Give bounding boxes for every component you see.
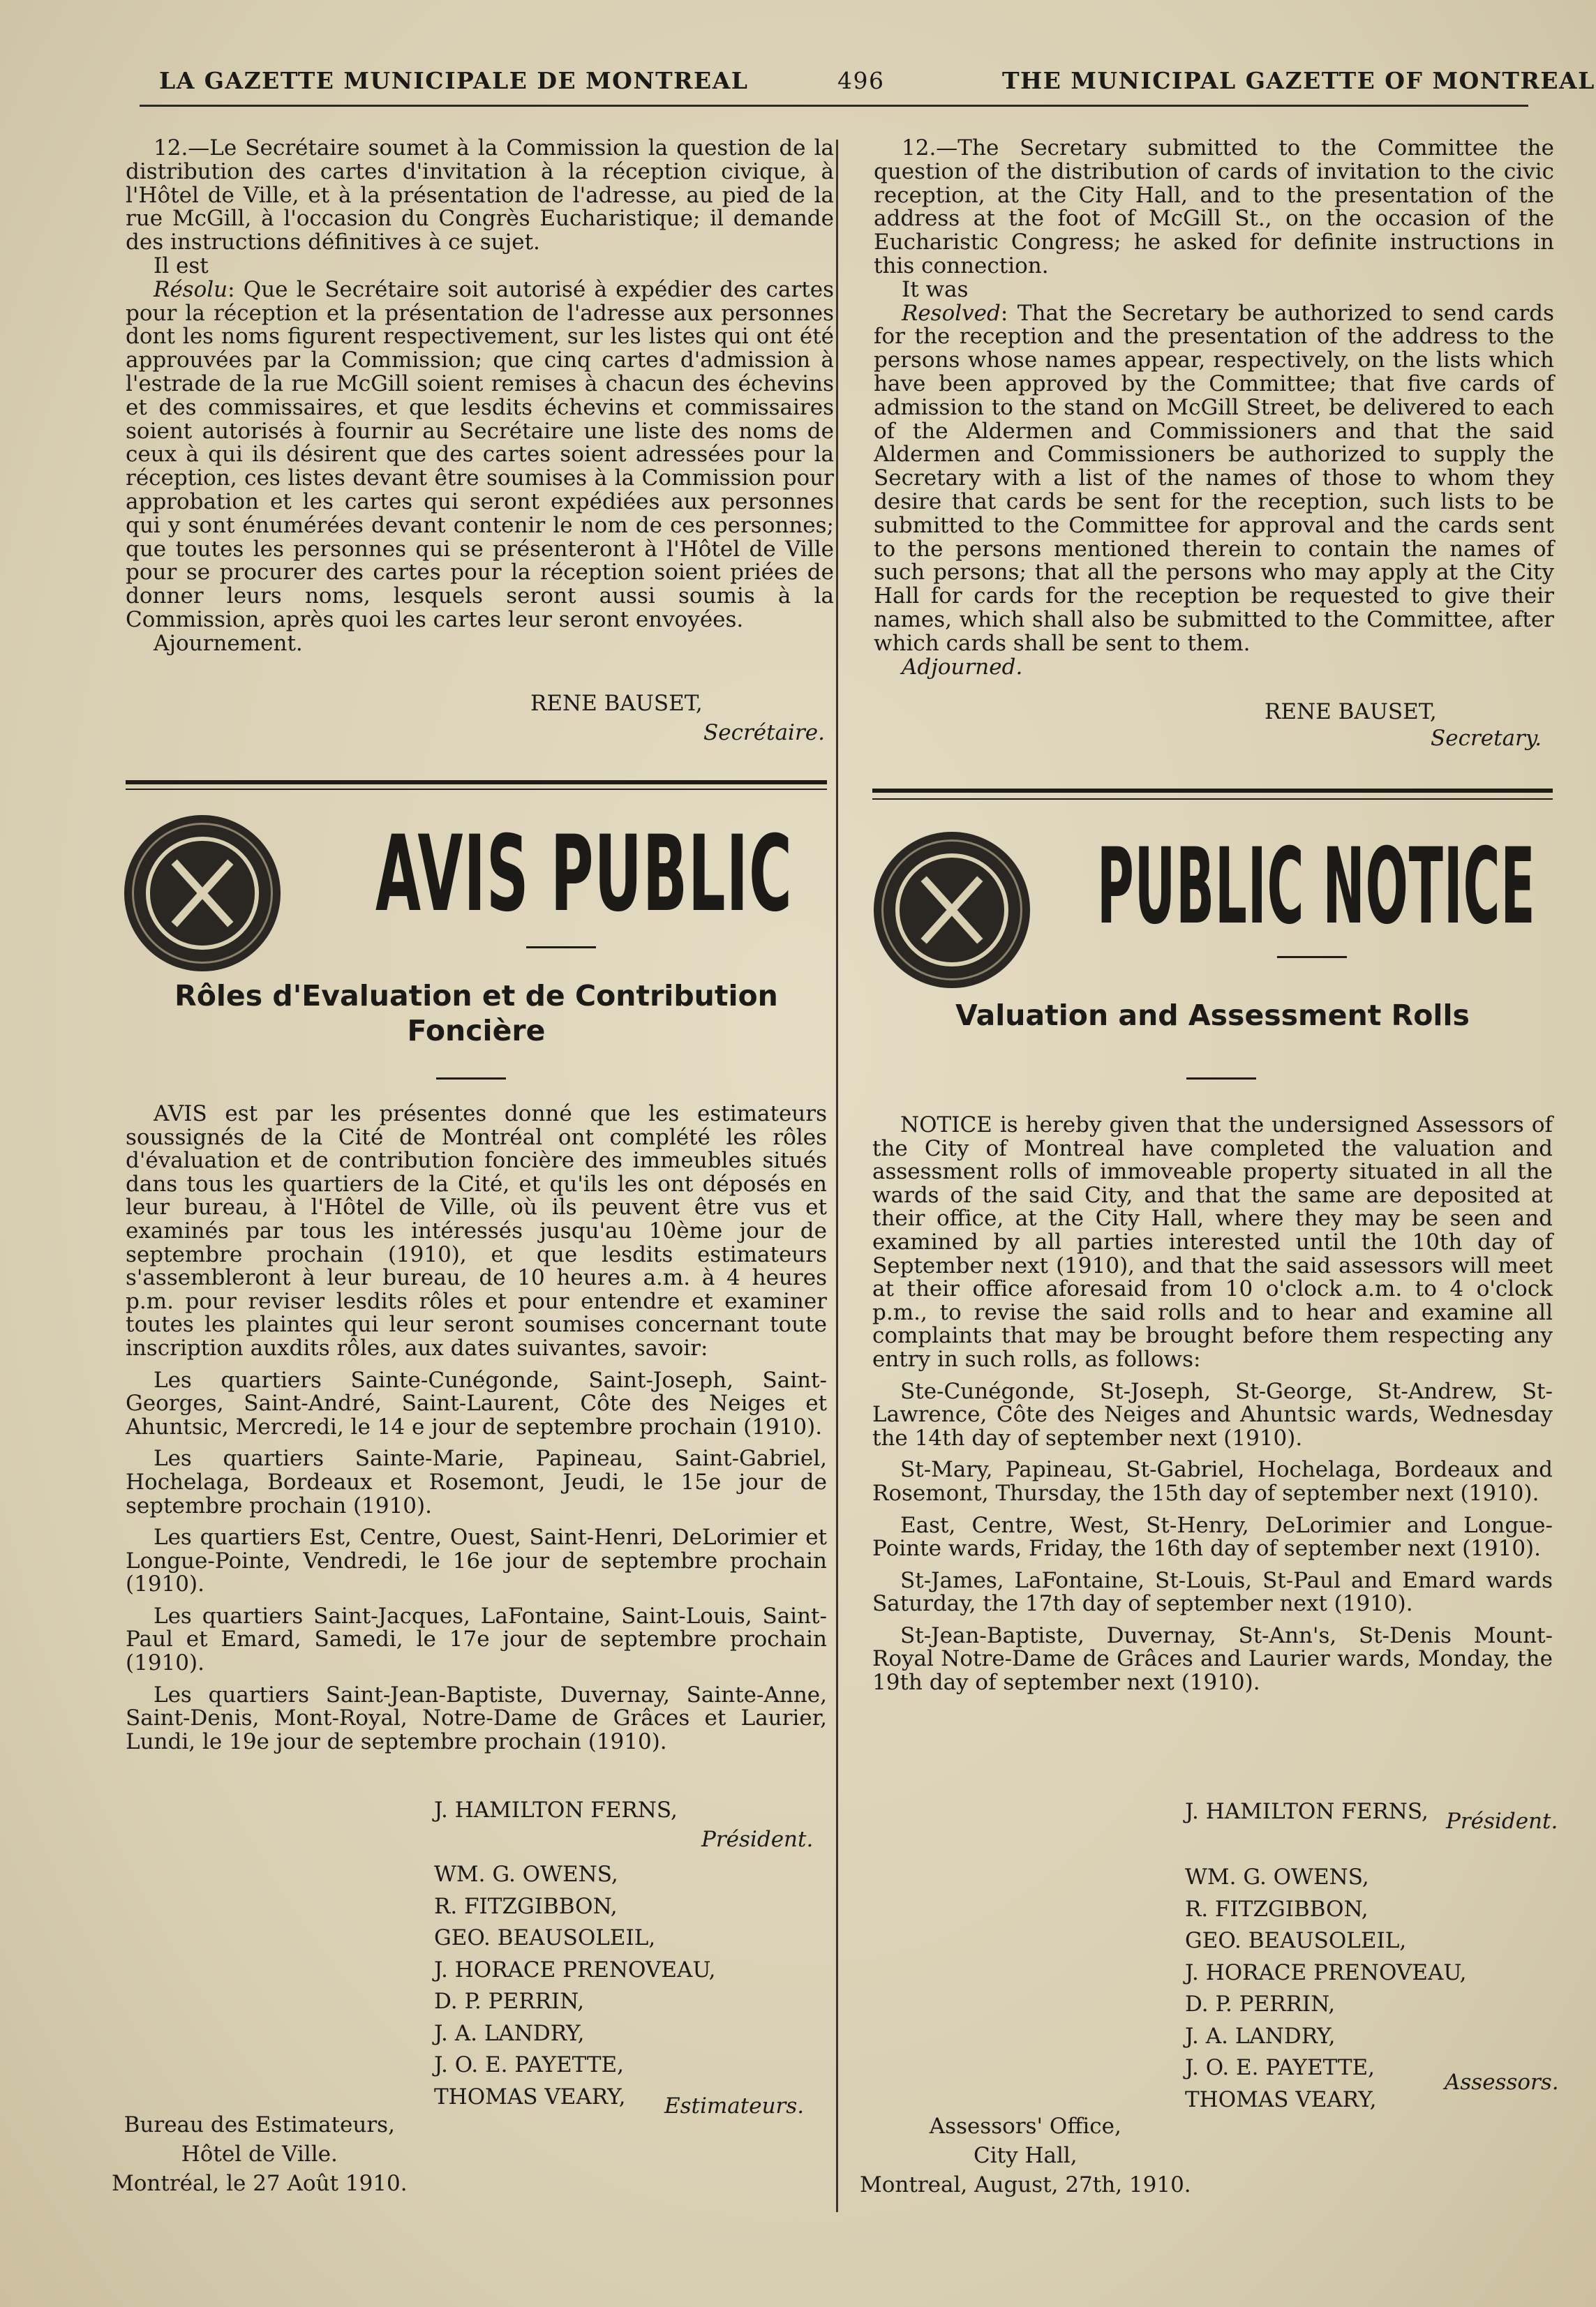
fr-assessor-name: R. FITZGIBBON, xyxy=(434,1893,618,1919)
fr-notice-title: AVIS PUBLIC xyxy=(375,814,793,935)
page-number: 496 xyxy=(837,67,885,94)
en-title-rule xyxy=(1277,956,1347,958)
en-assessor-name: D. P. PERRIN, xyxy=(1185,1992,1336,2017)
header-left-title: LA GAZETTE MUNICIPALE DE MONTREAL xyxy=(159,67,749,94)
fr-assessor-name: J. HORACE PRENOVEAU, xyxy=(434,1957,716,1983)
en-assessor-name: J. HORACE PRENOVEAU, xyxy=(1185,1959,1467,1985)
fr-assessor-name: D. P. PERRIN, xyxy=(434,1989,585,2014)
fr-assessors-title: Estimateurs. xyxy=(664,2093,805,2119)
en-assessor-name: J. A. LANDRY, xyxy=(1185,2023,1336,2049)
fr-resolu-label: Résolu xyxy=(154,276,228,302)
fr-notice-intro: AVIS est par les présentes donné que les estimateurs soussignés de la Cité de Montréal ont complété les rôles d'évaluation et de contribution foncière des immeubles situés dans tous les quartiers de la Cité, et qu'ils les ont déposés en leur bureau, à l'Hôtel de Ville, où ils peuvent être vus et examinés par tous les intéressés jusqu'au 10ème jour de septembre prochain (1910), et que lesdits estimateurs s'assembleront à leur bureau, de 10 heures a.m. à 4 heures p.m. pour reviser lesdits rôles et pour entendre et examiner toutes les plaintes qui leur seront soumises concernant toute inscription auxdits rôles, aux dates suivantes, savoir: xyxy=(126,1101,827,1361)
fr-minutes-resolution xyxy=(126,278,834,632)
en-section-rule-thick xyxy=(872,789,1553,793)
fr-assessor-list xyxy=(434,1859,715,2113)
fr-office-line: Montréal, le 27 Août 1910. xyxy=(112,2171,408,2196)
en-assessor-name: J. O. E. PAYETTE, xyxy=(1185,2055,1375,2080)
fr-minutes-signer: RENE BAUSET, xyxy=(530,691,703,716)
fr-president-name: J. HAMILTON FERNS, xyxy=(434,1798,678,1823)
en-minutes-resolution xyxy=(874,302,1554,656)
fr-president-title: Président. xyxy=(701,1827,814,1852)
en-subtitle-rule xyxy=(1186,1077,1256,1080)
en-schedule-item: St-James, LaFontaine, St-Louis, St-Paul and Emard wards Saturday, the 17th day of september next (1910). xyxy=(872,1567,1553,1617)
header-right-title: THE MUNICIPAL GAZETTE OF MONTREAL xyxy=(1002,67,1595,94)
fr-minutes-ajournement: Ajournement. xyxy=(154,630,303,656)
fr-office-line: Hôtel de Ville. xyxy=(181,2142,338,2167)
fr-minutes-signer-title: Secrétaire. xyxy=(703,720,825,745)
fr-assessor-name: WM. G. OWENS, xyxy=(434,1862,618,1887)
fr-schedule-item: Les quartiers Saint-Jacques, LaFontaine, Saint-Louis, Saint-Paul et Emard, Samedi, le 17e jour de septembre prochain (1910). xyxy=(126,1603,827,1676)
en-resolved-label: Resolved xyxy=(902,300,1001,326)
fr-section-rule-thin xyxy=(126,789,827,790)
column-divider xyxy=(836,140,838,2212)
en-office-line: Assessors' Office, xyxy=(929,2114,1121,2139)
en-schedule-item: Ste-Cunégonde, St-Joseph, St-George, St-Andrew, St-Lawrence, Côte des Neiges and Ahuntsic wards, Wednesday the 14th day of september next (1910). xyxy=(872,1378,1553,1451)
fr-assessor-name: GEO. BEAUSOLEIL, xyxy=(434,1925,656,1950)
fr-office-address xyxy=(112,2110,408,2198)
en-schedule-item: St-Jean-Baptiste, Duvernay, St-Ann's, St-Denis Mount-Royal Notre-Dame de Grâces and Laurier wards, Monday, the 19th day of september next (1910). xyxy=(872,1622,1553,1696)
en-president-title: Président. xyxy=(1446,1809,1558,1834)
en-minutes xyxy=(874,137,1554,679)
fr-notice-body xyxy=(126,1103,827,1754)
fr-resolu-text: : Que le Secrétaire soit autorisé à expédier des cartes pour la réception et la présentation de l'adresse aux personnes dont les noms figurent respectivement, sur les listes qui ont été approuvées par la Commission; que cinq cartes d'admission à l'estrade de la rue McGill soient remises à chacun des échevins et des commissaires, et que lesdits échevins et commissaires soient autorisés à fournir au Secrétaire une liste des noms de ceux à qui ils désirent que des cartes soient adressées pour la réception, ces listes devant être soumises à la Commission pour approbation et les cartes qui seront expédiées aux personnes qui y sont énumérées devant contenir le nom de ces personnes; que toutes les personnes qui se présenteront à l'Hôtel de Ville pour se procurer des cartes pour la réception soient priées de donner leurs noms, lesquels seront aussi soumis à la Commission, après quoi les cartes leur seront envoyées. xyxy=(126,276,834,632)
en-assessor-list xyxy=(1185,1862,1466,2116)
en-assessors-title: Assessors. xyxy=(1445,2070,1559,2095)
en-office-address xyxy=(860,2112,1191,2200)
en-resolved-text: : That the Secretary be authorized to send cards for the reception and the presentation of the address to the persons whose names appear, respectively, on the lists which have been approved by the Committee; that five cards of admission to the stand on McGill Street, be delivered to each of the Aldermen and Commissioners and that the said Aldermen and Commissioners be authorized to supply the Secretary with a list of the names of those to whom they desire that cards be sent for the reception, such lists to be submitted to the Committee for approval and the cards sent to the persons mentioned therein to contain the names of such persons; that all the persons who may apply at the City Hall for cards for the reception be requested to give their names, which shall also be submitted to the Committee, after which cards shall be sent to them. xyxy=(874,300,1554,656)
fr-assessor-name: J. O. E. PAYETTE, xyxy=(434,2052,625,2077)
en-notice-body xyxy=(872,1114,1553,1695)
en-notice-title: PUBLIC NOTICE xyxy=(1097,826,1536,948)
city-seal-icon xyxy=(874,832,1030,988)
fr-schedule-item: Les quartiers Sainte-Cunégonde, Saint-Joseph, Saint-Georges, Saint-André, Saint-Laurent, Côte des Neiges et Ahuntsic, Mercredi, le 14 e jour de septembre prochain (1910). xyxy=(126,1367,827,1440)
en-assessor-name: WM. G. OWENS, xyxy=(1185,1865,1369,1890)
en-assessor-name: R. FITZGIBBON, xyxy=(1185,1896,1368,1922)
en-minutes-signer-title: Secretary. xyxy=(1431,726,1542,751)
en-notice-intro: NOTICE is hereby given that the undersigned Assessors of the City of Montreal have completed the valuation and assessment rolls of immoveable property situated in all the wards of the said City, and that the same are deposited at their office, at the City Hall, where they may be seen and examined by all parties interested until the 10th day of September next (1910), and that the said assessors will meet at their office aforesaid from 10 o'clock a.m. to 4 o'clock p.m., to revise the said rolls and to hear and examine all complaints that may be brought before them respecting any entry in such rolls, as follows: xyxy=(872,1112,1553,1372)
fr-minutes-item: 12.—Le Secrétaire soumet à la Commission la question de la distribution des cartes d'invitation à la réception civique, à l'Hôtel de Ville, et à la présentation de l'adresse, au pied de la rue McGill, à l'occasion du Congrès Eucharistique; il demande des instructions définitives à ce sujet. xyxy=(126,135,834,255)
fr-schedule-item: Les quartiers Est, Centre, Ouest, Saint-Henri, DeLorimier et Longue-Pointe, Vendredi, le 16e jour de septembre prochain (1910). xyxy=(126,1525,827,1597)
en-section-rule-thin xyxy=(872,798,1553,800)
fr-assessor-name: J. A. LANDRY, xyxy=(434,2020,585,2046)
en-assessor-name: GEO. BEAUSOLEIL, xyxy=(1185,1928,1407,1953)
fr-notice-subtitle: Rôles d'Evaluation et de Contribution Foncière xyxy=(174,979,778,1047)
en-office-line: City Hall, xyxy=(974,2143,1077,2168)
fr-section-rule-thick xyxy=(126,780,827,784)
fr-office-line: Bureau des Estimateurs, xyxy=(124,2112,395,2137)
en-president-name: J. HAMILTON FERNS, xyxy=(1185,1799,1429,1824)
en-schedule-item: St-Mary, Papineau, St-Gabriel, Hochelaga, Bordeaux and Rosemont, Thursday, the 15th day of september next (1910). xyxy=(872,1457,1553,1506)
header-rule xyxy=(140,105,1528,107)
fr-title-rule xyxy=(526,946,596,948)
en-assessor-name: THOMAS VEARY, xyxy=(1185,2086,1377,2112)
en-minutes-item: 12.—The Secretary submitted to the Committee the question of the distribution of cards of invitation to the civic reception, at the City Hall, and to the presentation of the address at the foot of McGill St., on the occasion of the Eucharistic Congress; he asked for definite instructions in this connection. xyxy=(874,135,1554,278)
fr-minutes xyxy=(126,137,834,656)
fr-schedule-item: Les quartiers Saint-Jean-Baptiste, Duvernay, Sainte-Anne, Saint-Denis, Mont-Royal, Notre-Dame de Grâces et Laurier, Lundi, le 19e jour de septembre prochain (1910). xyxy=(126,1682,827,1754)
en-office-line: Montreal, August, 27th, 1910. xyxy=(860,2172,1191,2197)
en-schedule-item: East, Centre, West, St-Henry, DeLorimier and Longue-Pointe wards, Friday, the 16th day of september next (1910). xyxy=(872,1512,1553,1562)
en-minutes-adjourned: Adjourned. xyxy=(902,654,1023,680)
fr-assessor-name: THOMAS VEARY, xyxy=(434,2084,626,2110)
fr-schedule-item: Les quartiers Sainte-Marie, Papineau, Saint-Gabriel, Hochelaga, Bordeaux et Rosemont, Jeudi, le 15e jour de septembre prochain (1910). xyxy=(126,1446,827,1518)
en-minutes-signer: RENE BAUSET, xyxy=(1265,699,1437,724)
fr-subtitle-rule xyxy=(436,1077,506,1080)
fr-minutes-il-est: Il est xyxy=(154,253,209,278)
en-notice-subtitle: Valuation and Assessment Rolls xyxy=(955,999,1470,1032)
city-seal-icon xyxy=(124,815,281,971)
en-minutes-it-was: It was xyxy=(902,276,969,302)
